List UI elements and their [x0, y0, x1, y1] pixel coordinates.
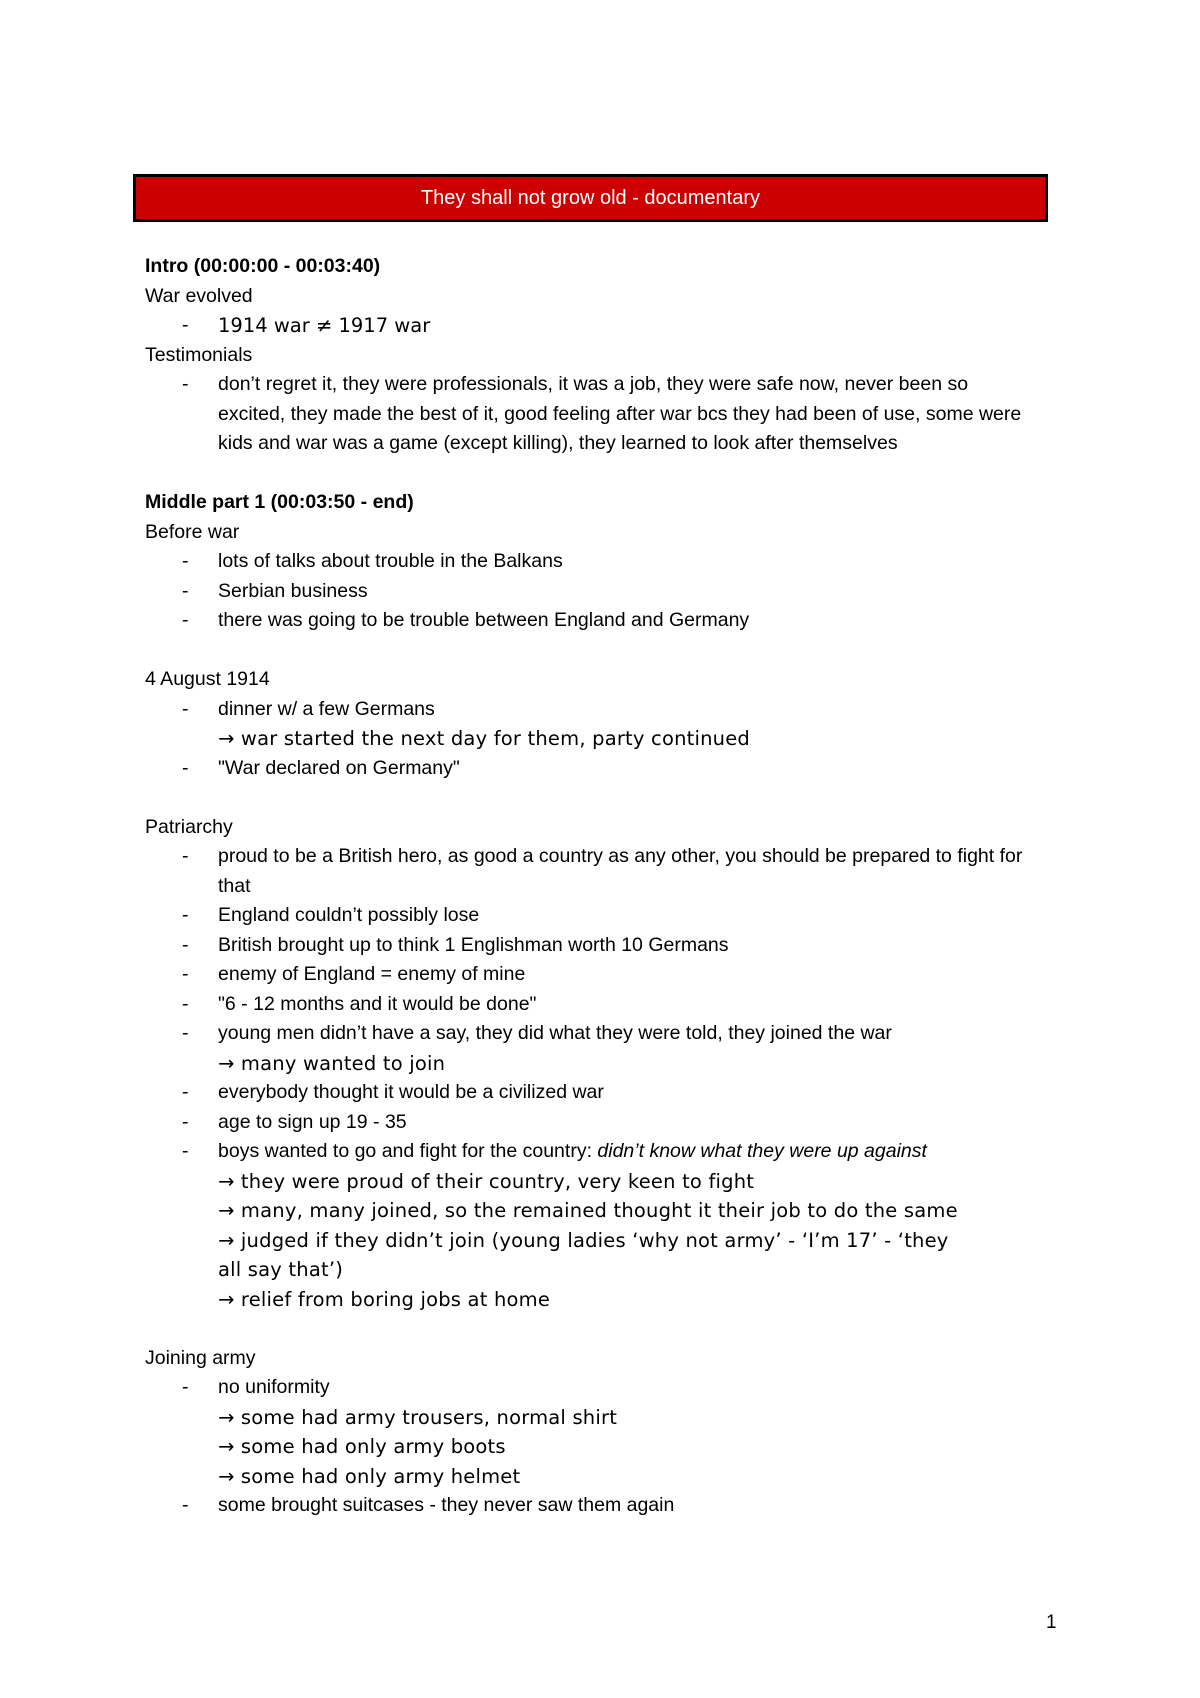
list-item-text: dinner w/ a few Germans [218, 697, 435, 720]
bullet-dash: - [182, 373, 189, 395]
bullet-dash: - [182, 579, 189, 602]
middle-heading: Middle part 1 (00:03:50 - end) [145, 491, 414, 513]
bullet-dash: - [182, 963, 189, 985]
list-item-text: "War declared on Germany" [218, 756, 460, 779]
list-item-text: "6 - 12 months and it would be done" [218, 992, 537, 1015]
sub-item: → some had only army helmet [218, 1464, 521, 1488]
bullet-dash: - [182, 1022, 189, 1044]
list-item-text: there was going to be trouble between England and Germany [218, 609, 750, 631]
sub-item: → they were proud of their country, very keen to fight [218, 1169, 755, 1193]
bullet-dash: - [182, 609, 189, 631]
august-label: 4 August 1914 [145, 668, 270, 690]
list-item [145, 577, 1065, 607]
sub-item: → many, many joined, so the remained thought it their job to do the same [218, 1199, 958, 1222]
list-item-text: everybody thought it would be a civilized war [218, 1081, 604, 1103]
document-title: They shall not grow old - documentary [420, 186, 761, 209]
sub-item: → judged if they didn’t join (young ladies ‘why not army’ - ‘I’m 17’ - ‘they [218, 1228, 949, 1252]
bullet-dash: - [182, 1140, 189, 1162]
bullet-dash: - [182, 1376, 189, 1398]
sub-item: → many wanted to join [218, 1051, 446, 1075]
sub-item: → relief from boring jobs at home [218, 1287, 551, 1311]
list-item [145, 606, 1065, 636]
list-item [145, 695, 1065, 725]
list-item [145, 960, 1065, 990]
bullet-dash: - [182, 992, 189, 1015]
list-item [145, 842, 1065, 901]
list-item-text: don’t regret it, they were professionals, it was a job, they were safe now, never been so excited, they made the best of it, good feeling after war bcs they had been of use, some were kids and war was a game (except killing), they learned to look after themselves [218, 373, 1022, 454]
list-item [145, 1137, 1065, 1167]
bullet-dash: - [182, 1110, 189, 1133]
list-item [145, 370, 1065, 459]
list-item [145, 1078, 1065, 1108]
bullet-dash: - [182, 314, 189, 336]
patriarchy-label: Patriarchy [145, 815, 233, 838]
boys-italic-text: didn’t know what they were up against [597, 1140, 927, 1162]
list-item-text: young men didn’t have a say, they did what they were told, they joined the war [218, 1022, 892, 1044]
list-item [145, 1373, 1065, 1403]
list-item [145, 1491, 1065, 1521]
list-item-text: British brought up to think 1 Englishman worth 10 Germans [218, 933, 729, 956]
bullet-dash: - [182, 933, 189, 956]
list-item [145, 311, 1065, 341]
bullet-dash: - [182, 845, 189, 867]
list-item-text: age to sign up 19 - 35 [218, 1110, 407, 1133]
sub-item: → war started the next day for them, party continued [218, 727, 751, 750]
document-body [145, 252, 1065, 1521]
joining-label: Joining army [145, 1346, 256, 1369]
sub-item: → some had only army boots [218, 1435, 506, 1458]
list-item-text: proud to be a British hero, as good a country as any other, you should be prepared to fight for that [218, 845, 1023, 897]
bullet-dash: - [182, 1081, 189, 1103]
list-item [145, 547, 1065, 577]
sub-item: → some had army trousers, normal shirt [218, 1405, 618, 1429]
list-item-text: some brought suitcases - they never saw them again [218, 1494, 675, 1516]
list-item [145, 1019, 1065, 1049]
list-item-text: Serbian business [218, 579, 368, 602]
list-item [145, 990, 1065, 1020]
list-item-text: lots of talks about trouble in the Balkans [218, 550, 563, 572]
list-item [145, 901, 1065, 931]
bullet-dash: - [182, 756, 189, 779]
list-item [145, 931, 1065, 961]
bullet-dash: - [182, 904, 189, 926]
bullet-dash: - [182, 1494, 189, 1516]
list-item-text [218, 1137, 1065, 1167]
list-item-text: no uniformity [218, 1376, 330, 1398]
list-item [145, 754, 1065, 784]
before-war-label: Before war [145, 520, 240, 543]
list-item [145, 1108, 1065, 1138]
boys-text: boys wanted to go and fight for the country: [218, 1140, 598, 1162]
page-number: 1 [1046, 1612, 1057, 1633]
title-banner [133, 174, 1048, 222]
war-evolved-label: War evolved [145, 284, 253, 307]
sub-item: all say that’) [218, 1258, 344, 1281]
intro-heading: Intro (00:00:00 - 00:03:40) [145, 255, 381, 277]
testimonials-label: Testimonials [145, 343, 253, 366]
bullet-dash: - [182, 550, 189, 572]
list-item-text: England couldn’t possibly lose [218, 904, 480, 926]
list-item-text: 1914 war ≠ 1917 war [218, 314, 431, 337]
list-item-text: enemy of England = enemy of mine [218, 963, 526, 985]
bullet-dash: - [182, 697, 189, 720]
